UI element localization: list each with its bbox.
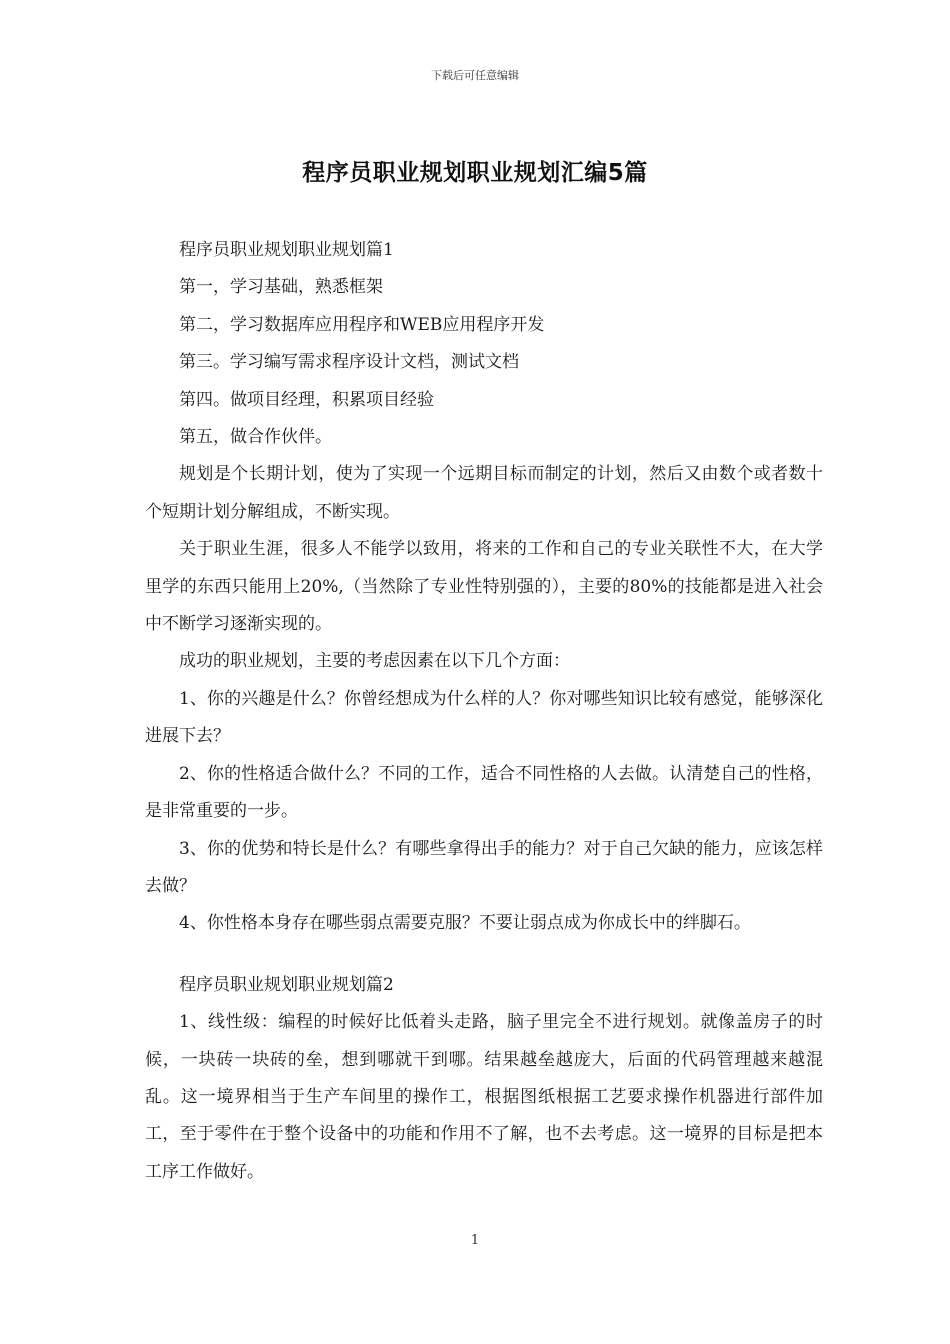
section1-paragraph: 第四。做项目经理，积累项目经验 <box>179 389 434 410</box>
section1-paragraph: 第三。学习编写需求程序设计文档，测试文档 <box>179 352 519 373</box>
section-spacer <box>145 943 823 967</box>
section1-paragraph: 规划是个长期计划，使为了实现一个远期目标而制定的计划，然后又由数个或者数十个短期计划分解组成，不断实现。 <box>145 464 823 522</box>
section1-paragraph: 2、你的性格适合做什么？不同的工作，适合不同性格的人去做。认清楚自己的性格，是非常重要的一步。 <box>145 763 823 822</box>
section1-paragraph: 关于职业生涯，很多人不能学以致用，将来的工作和自己的专业关联性不大，在大学里学的东西只能用上20%,（当然除了专业性特别强的），主要的80%的技能都是进入社会中不断学习逐渐实现的。 <box>145 539 823 635</box>
section1-paragraph: 成功的职业规划，主要的考虑因素在以下几个方面： <box>179 651 570 672</box>
section1-heading: 程序员职业规划职业规划篇1 <box>179 240 394 260</box>
section1-paragraph: 3、你的优势和特长是什么？有哪些拿得出手的能力？对于自己欠缺的能力，应该怎样去做？ <box>145 838 823 896</box>
page-number: 1 <box>470 1233 480 1248</box>
section1-paragraph: 第二，学习数据库应用程序和WEB应用程序开发 <box>179 314 545 335</box>
section1-paragraph: 4、你性格本身存在哪些弱点需要克服？不要让弱点成为你成长中的绊脚石。 <box>179 913 751 934</box>
section2-paragraph: 1、线性级：编程的时候好比低着头走路，脑子里完全不进行规划。就像盖房子的时候，一块砖一块砖的垒，想到哪就干到哪。结果越垒越庞大，后面的代码管理越来越混乱。这一境界相当于生产车间里的操作工，根据图纸根据工艺要求操作机器进行部件加工，至于零件在于整个设备中的功能和作用不了解，也不去考虑。这一境界的目标是把本工序工作做好。 <box>145 1012 823 1182</box>
document-body <box>145 232 823 1191</box>
section2-heading: 程序员职业规划职业规划篇2 <box>179 974 394 995</box>
section1-paragraph: 第五，做合作伙伴。 <box>179 427 332 448</box>
section1-paragraph: 1、你的兴趣是什么？你曾经想成为什么样的人？你对哪些知识比较有感觉，能够深化进展下去？ <box>145 688 823 747</box>
section1-paragraph: 第一，学习基础，熟悉框架 <box>179 277 383 298</box>
document-title: 程序员职业规划职业规划汇编5篇 <box>302 160 648 186</box>
header-note: 下载后可任意编辑 <box>431 69 519 82</box>
